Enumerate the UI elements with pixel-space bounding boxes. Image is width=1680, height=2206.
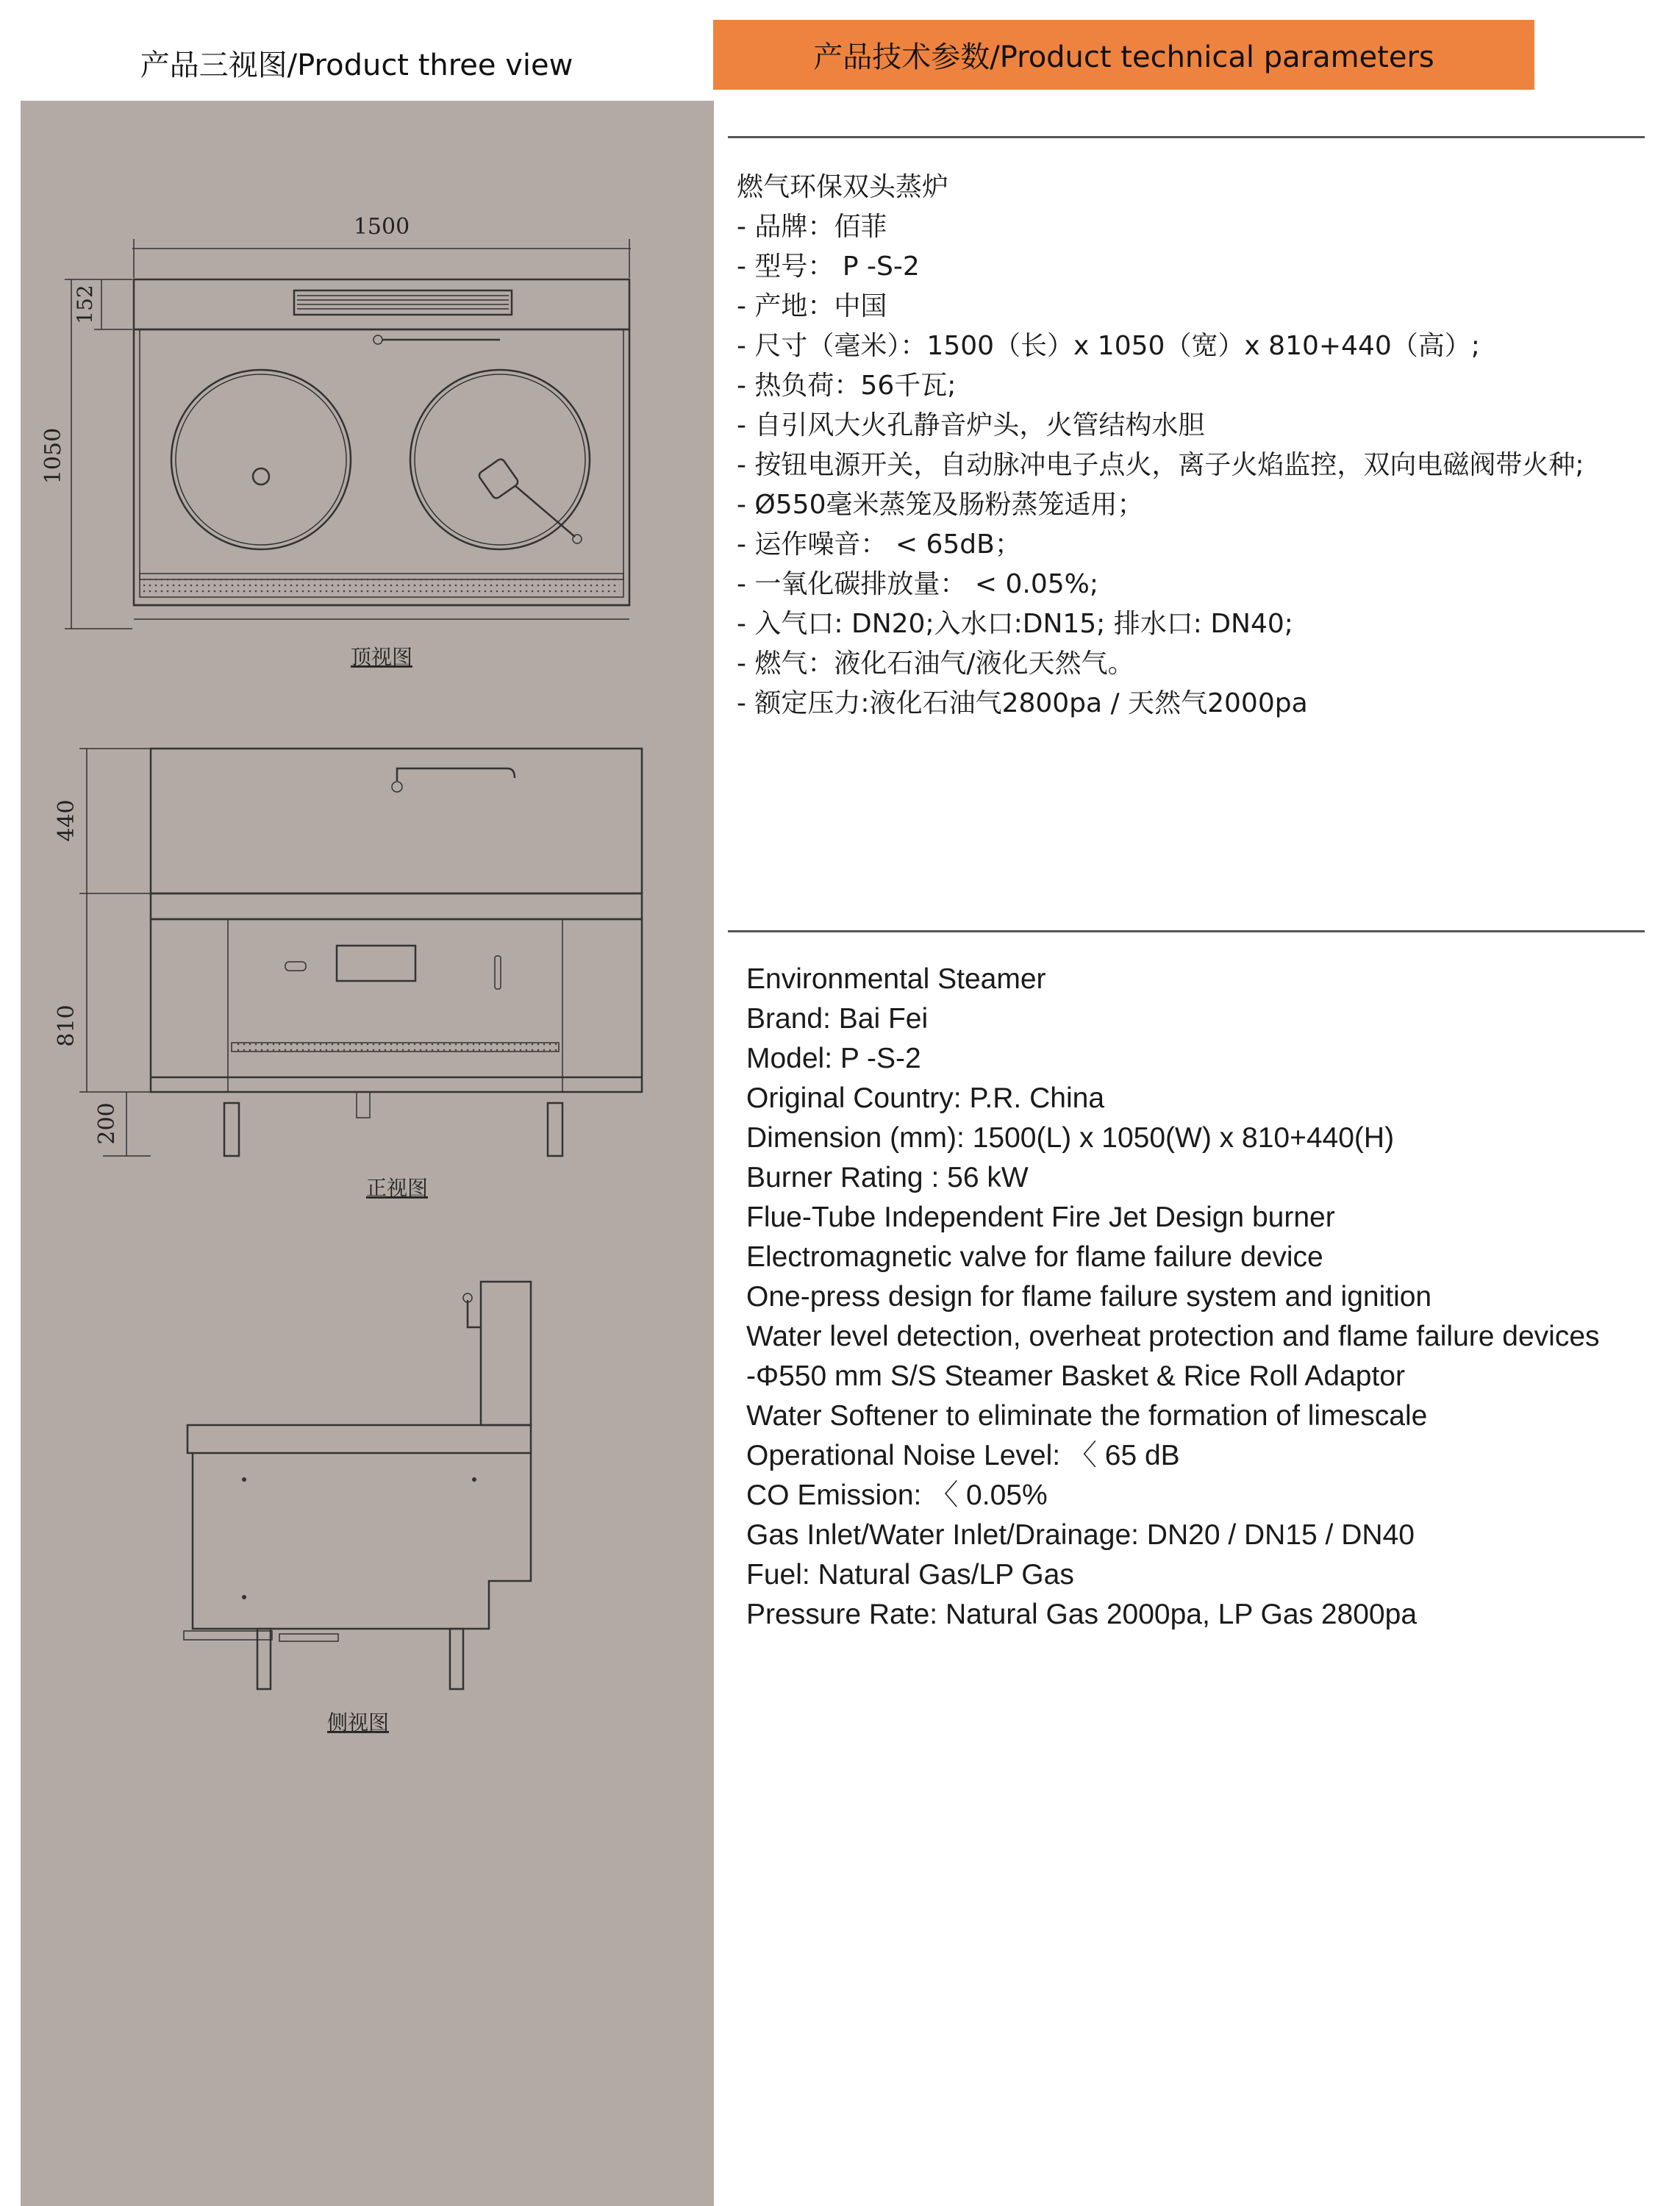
spec-en-item: Water level detection, overheat protection and flame failure devices [746, 1321, 1600, 1352]
spec-en-item: CO Emission: 〈 0.05% [746, 1479, 1048, 1511]
spec-en-item: Model: P -S-2 [746, 1043, 921, 1074]
top-view-caption: 顶视图 [350, 645, 413, 669]
dim-body-label: 810 [54, 1004, 79, 1047]
dim-width-1500 [132, 214, 631, 278]
dim-width-label: 1500 [353, 214, 410, 240]
spec-en-item: Brand: Bai Fei [746, 1003, 929, 1035]
spec-en-item: Environmental Steamer [746, 963, 1046, 995]
spec-en-item: Fuel: Natural Gas/LP Gas [746, 1559, 1074, 1591]
spec-en-item: -Φ550 mm S/S Steamer Basket & Rice Roll Adaptor [746, 1360, 1405, 1392]
spec-en-item: Pressure Rate: Natural Gas 2000pa, LP Gas 2800pa [746, 1599, 1418, 1630]
specs-english-list [746, 960, 1673, 1635]
spec-cn-item: - 自引风大火孔静音炉头，火管结构水胆 [737, 410, 1205, 440]
spec-en-item: Flue-Tube Independent Fire Jet Design burner [746, 1202, 1335, 1233]
spec-cn-item: - Ø550毫米蒸笼及肠粉蒸笼适用； [737, 490, 1144, 520]
spec-en-item: Burner Rating : 56 kW [746, 1162, 1029, 1193]
middle-divider [728, 930, 1645, 932]
side-view-drawing [0, 1265, 713, 1750]
spec-cn-item: - 型号： P -S-2 [737, 251, 920, 282]
spec-en-item: One-press design for flame failure system and ignition [746, 1281, 1432, 1313]
side-view-caption: 侧视图 [326, 1710, 390, 1735]
dim-back-label: 152 [73, 285, 97, 324]
top-divider [728, 136, 1645, 138]
front-view-caption: 正视图 [365, 1176, 429, 1200]
spec-en-item: Gas Inlet/Water Inlet/Drainage: DN20 / DN15 / DN40 [746, 1519, 1415, 1551]
spec-en-item: Original Country: P.R. China [746, 1082, 1105, 1114]
dim-legs-label: 200 [94, 1102, 120, 1145]
technical-parameters-title: 产品技术参数/Product technical parameters [713, 20, 1534, 90]
spec-cn-item: - 热负荷：56千瓦; [737, 371, 957, 401]
spec-cn-item: - 燃气：液化石油气/液化天然气。 [737, 649, 1134, 679]
spec-cn-item: 燃气环保双头蒸炉 [737, 172, 949, 202]
spec-cn-item: - 品牌：佰菲 [737, 212, 887, 242]
spec-cn-item: - 按钮电源开关，自动脉冲电子点火，离子火焰监控，双向电磁阀带火种; [737, 450, 1584, 480]
spec-en-item: Operational Noise Level: 〈 65 dB [746, 1440, 1180, 1471]
spec-en-item: Dimension (mm): 1500(L) x 1050(W) x 810+440(H) [746, 1122, 1395, 1154]
specs-chinese-list [737, 168, 1663, 724]
spec-cn-item: - 产地：中国 [737, 291, 887, 321]
spec-en-item: Electromagnetic valve for flame failure device [746, 1241, 1323, 1273]
front-view-drawing [0, 735, 713, 1213]
spec-en-item: Water Softener to eliminate the formation of limescale [746, 1400, 1428, 1432]
front-dimensions [54, 749, 151, 1156]
spec-cn-item: - 额定压力:液化石油气2800pa / 天然气2000pa [737, 688, 1308, 718]
three-view-title: 产品三视图/Product three view [140, 48, 573, 82]
spec-cn-item: - 一氧化碳排放量： < 0.05%; [737, 569, 1098, 599]
dim-top-label: 440 [54, 799, 79, 842]
spec-cn-item: - 运作噪音： < 65dB； [737, 529, 1021, 560]
dim-depth-label: 1050 [40, 427, 66, 485]
spec-cn-item: - 尺寸（毫米）：1500（长）x 1050（宽）x 810+440（高）; [737, 331, 1480, 361]
dim-depth-1050 [40, 279, 132, 629]
top-view-drawing [0, 206, 713, 684]
spec-cn-item: - 入气口: DN20;入水口:DN15; 排水口: DN40; [737, 609, 1293, 639]
